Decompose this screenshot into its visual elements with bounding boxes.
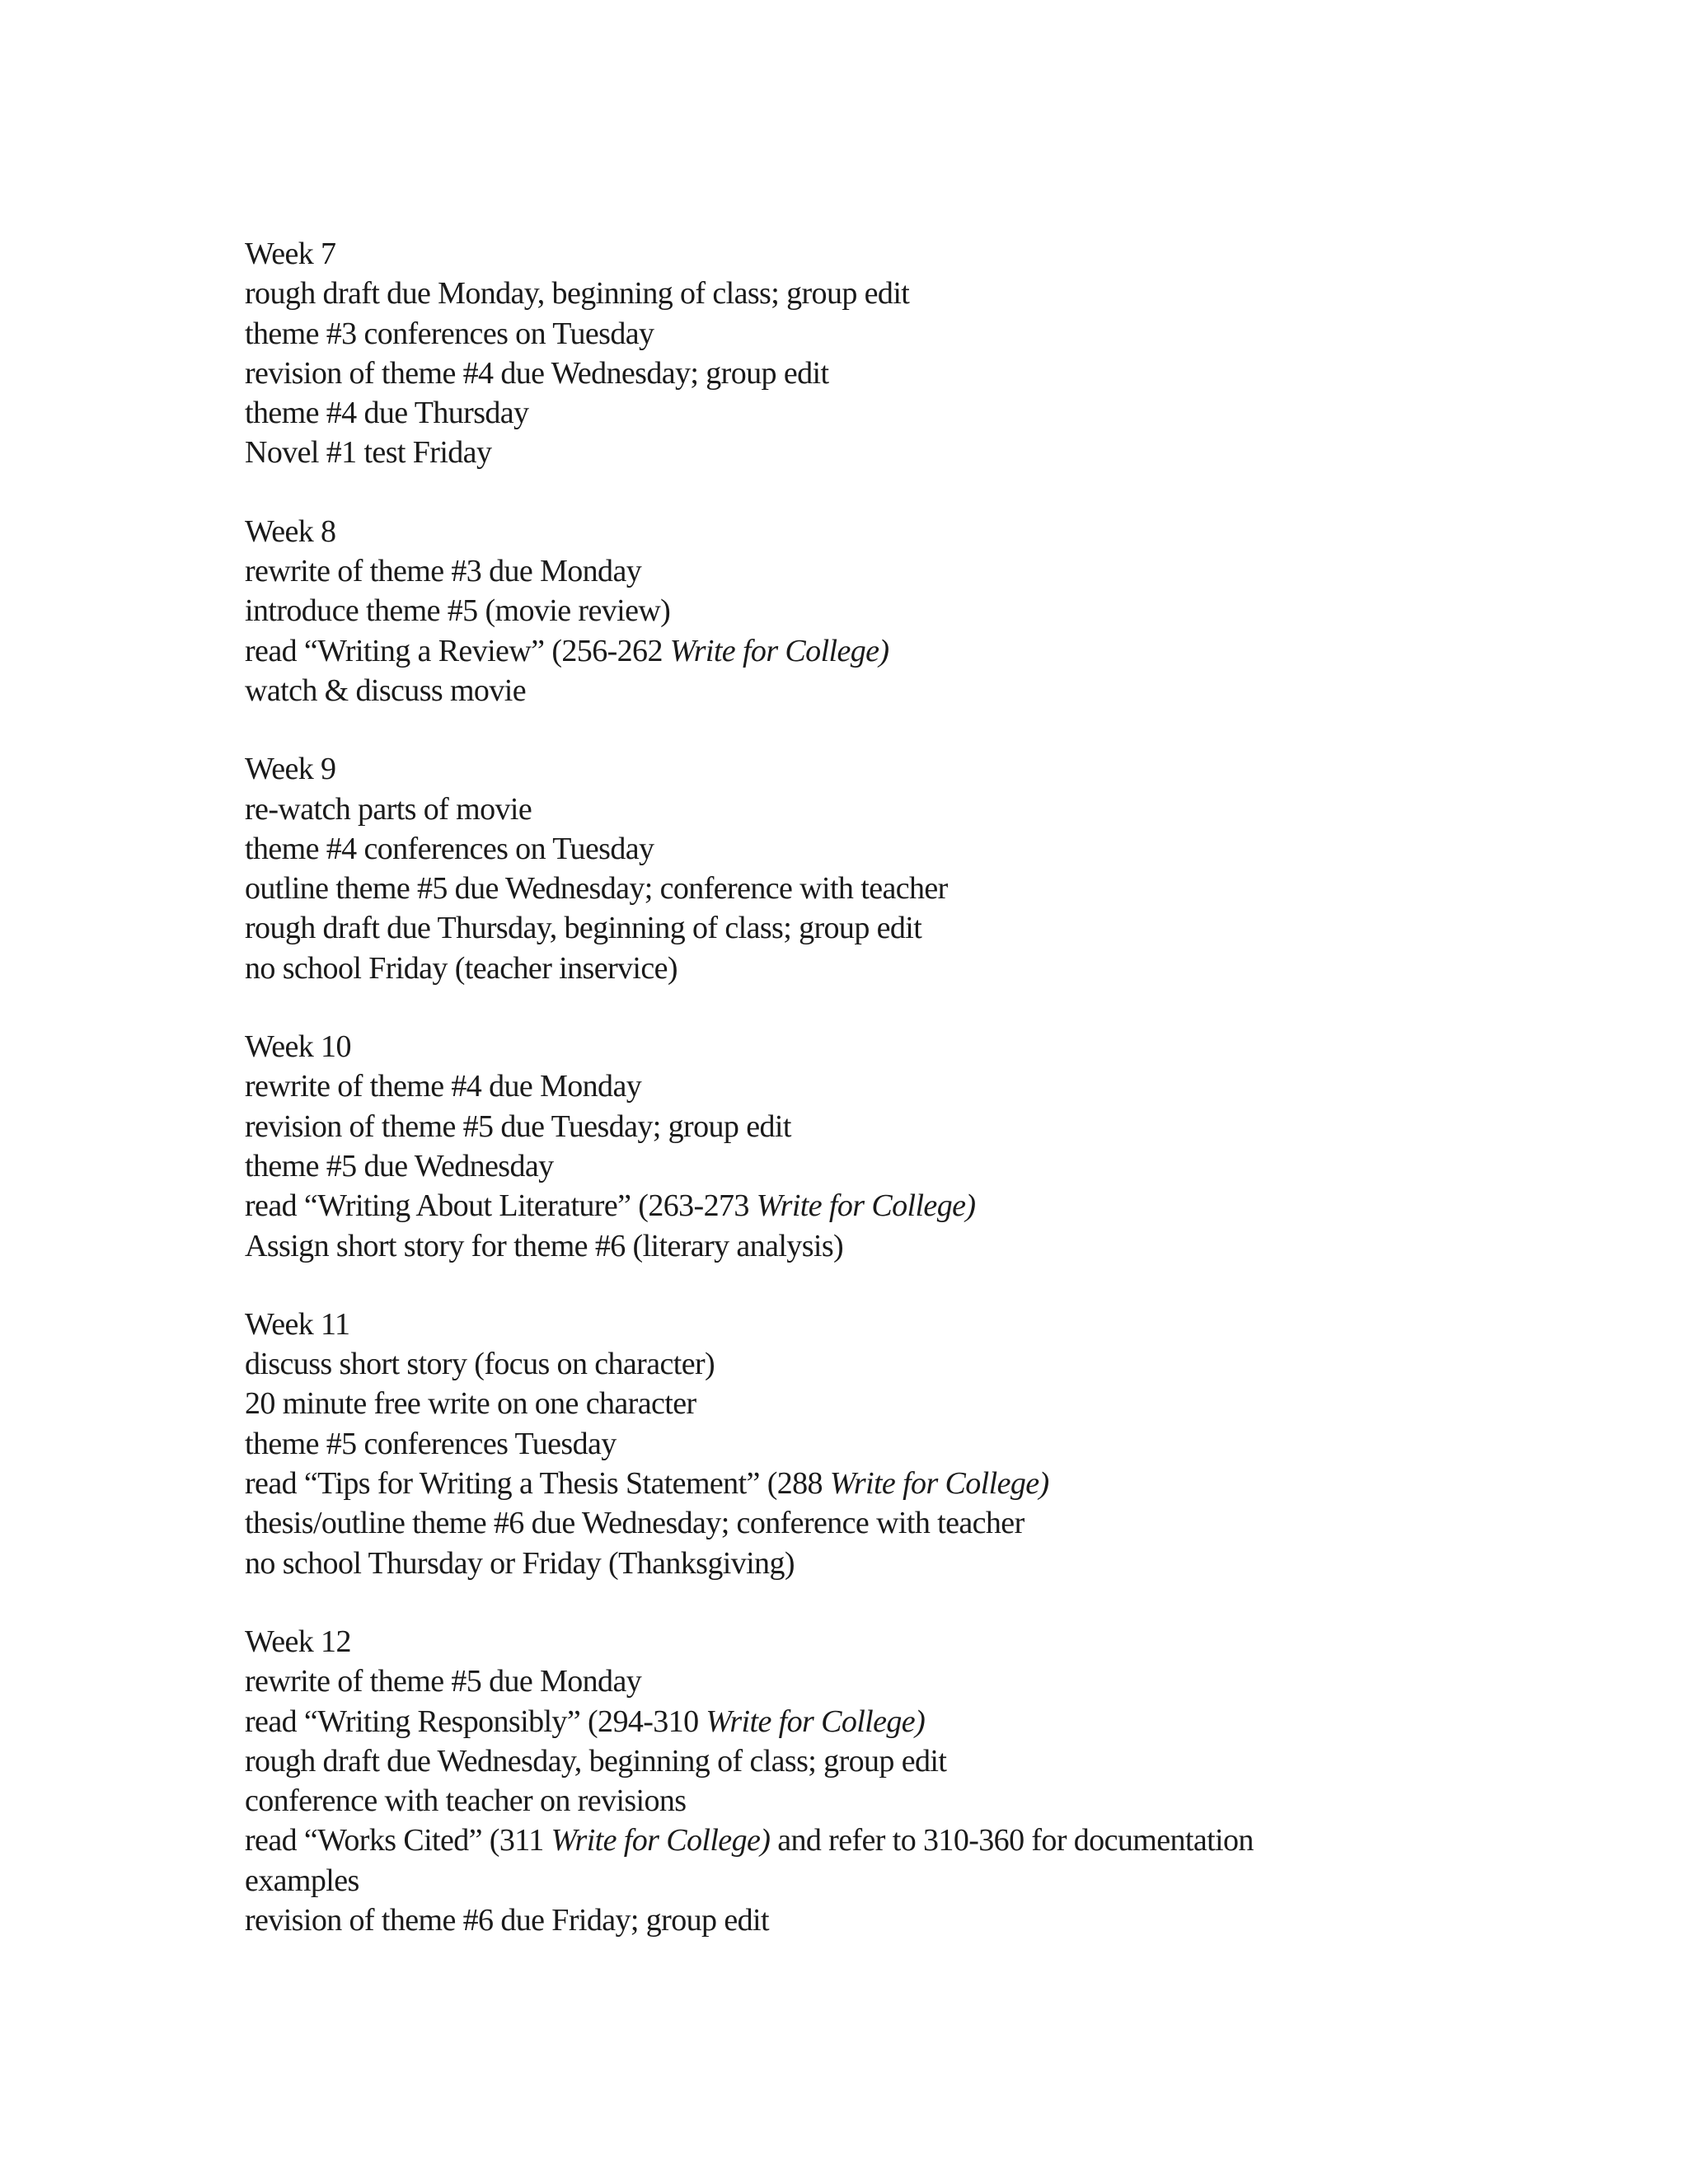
schedule-item [245,1821,1564,1860]
week-section [245,234,1564,473]
schedule-item [245,393,1564,433]
schedule-item [245,591,1564,630]
schedule-item [245,1861,1564,1900]
schedule-item-text: read “Writing a Review” (256-262 [245,633,670,668]
schedule-item-text: rewrite of theme #3 due Monday [245,554,642,589]
schedule-item [245,314,1564,354]
week-heading: Week 11 [245,1306,350,1342]
schedule-item [245,671,1564,710]
schedule-item [245,1146,1564,1186]
schedule-item [245,1702,1564,1741]
book-title: Write for College) [551,1823,771,1858]
schedule-item-text: discuss short story (focus on character) [245,1347,715,1382]
schedule-item [245,1741,1564,1781]
schedule-item [245,1661,1564,1701]
schedule-item [245,908,1564,948]
schedule-item-text: theme #5 due Wednesday [245,1148,554,1183]
schedule-item-text: introduce theme #5 (movie review) [245,593,671,629]
schedule-item-text: rewrite of theme #5 due Monday [245,1664,642,1699]
schedule-item-text: read “Writing Responsibly” (294-310 [245,1704,706,1739]
schedule-item-text: read “Tips for Writing a Thesis Statement” (288 [245,1466,830,1502]
schedule-item-text-after: and refer to 310-360 for documentation [770,1823,1254,1858]
schedule-item-text: no school Friday (teacher inservice) [245,950,678,986]
schedule-item-text: Novel #1 test Friday [245,435,492,471]
schedule-item-text: revision of theme #6 due Friday; group edit [245,1902,769,1938]
schedule-item [245,551,1564,591]
book-title: Write for College) [706,1704,926,1739]
schedule-item-text: outline theme #5 due Wednesday; conference with teacher [245,871,948,907]
schedule-item-text: no school Thursday or Friday (Thanksgiving) [245,1545,795,1581]
week-heading: Week 12 [245,1624,351,1659]
schedule-item [245,1344,1564,1384]
schedule-item-text: rewrite of theme #4 due Monday [245,1069,642,1104]
week-section [245,749,1564,988]
schedule-item [245,1107,1564,1146]
week-heading: Week 7 [245,237,336,271]
schedule-item-text: examples [245,1863,359,1898]
schedule-item [245,790,1564,829]
schedule-item-text: thesis/outline theme #6 due Wednesday; conference with teacher [245,1506,1025,1541]
schedule-item-text: theme #5 conferences Tuesday [245,1426,617,1461]
schedule-item-text: revision of theme #5 due Tuesday; group edit [245,1108,791,1144]
schedule-item [245,1424,1564,1464]
weekly-schedule [245,234,1564,1979]
schedule-item [245,949,1564,988]
schedule-item-text: re-watch parts of movie [245,791,532,827]
schedule-item-text: revision of theme #4 due Wednesday; group edit [245,355,829,391]
schedule-item [245,1544,1564,1583]
schedule-item [245,1186,1564,1226]
week-heading: Week 10 [245,1029,351,1065]
book-title: Write for College) [829,1466,1049,1502]
schedule-item-text: Assign short story for theme #6 (literary analysis) [245,1228,844,1263]
schedule-item-text: rough draft due Thursday, beginning of class; group edit [245,911,922,946]
schedule-item-text: theme #4 conferences on Tuesday [245,831,654,866]
week-section [245,1027,1564,1266]
schedule-item-text: conference with teacher on revisions [245,1783,687,1819]
week-heading: Week 8 [245,513,336,549]
schedule-item [245,1384,1564,1423]
week-section [245,1622,1564,1940]
week-section [245,1305,1564,1583]
schedule-item-text: read “Works Cited” (311 [245,1823,551,1858]
schedule-item [245,1066,1564,1106]
schedule-item [245,433,1564,472]
schedule-item-text: theme #4 due Thursday [245,396,529,431]
book-title: Write for College) [756,1188,976,1224]
schedule-item-text: read “Writing About Literature” (263-273 [245,1188,757,1224]
schedule-item [245,1464,1564,1503]
book-title: Write for College) [669,633,889,668]
schedule-item [245,869,1564,908]
schedule-item [245,829,1564,869]
week-heading: Week 9 [245,752,336,787]
schedule-item [245,1900,1564,1940]
schedule-item-text: rough draft due Wednesday, beginning of class; group edit [245,1743,947,1779]
schedule-item [245,1226,1564,1266]
schedule-item [245,354,1564,393]
schedule-item [245,1781,1564,1821]
schedule-item-text: rough draft due Monday, beginning of class; group edit [245,276,910,312]
schedule-item-text: 20 minute free write on one character [245,1386,696,1422]
schedule-item [245,631,1564,671]
schedule-item-text: watch & discuss movie [245,673,526,708]
schedule-item-text: theme #3 conferences on Tuesday [245,316,654,351]
schedule-item [245,1503,1564,1543]
week-section [245,512,1564,710]
schedule-item [245,274,1564,313]
